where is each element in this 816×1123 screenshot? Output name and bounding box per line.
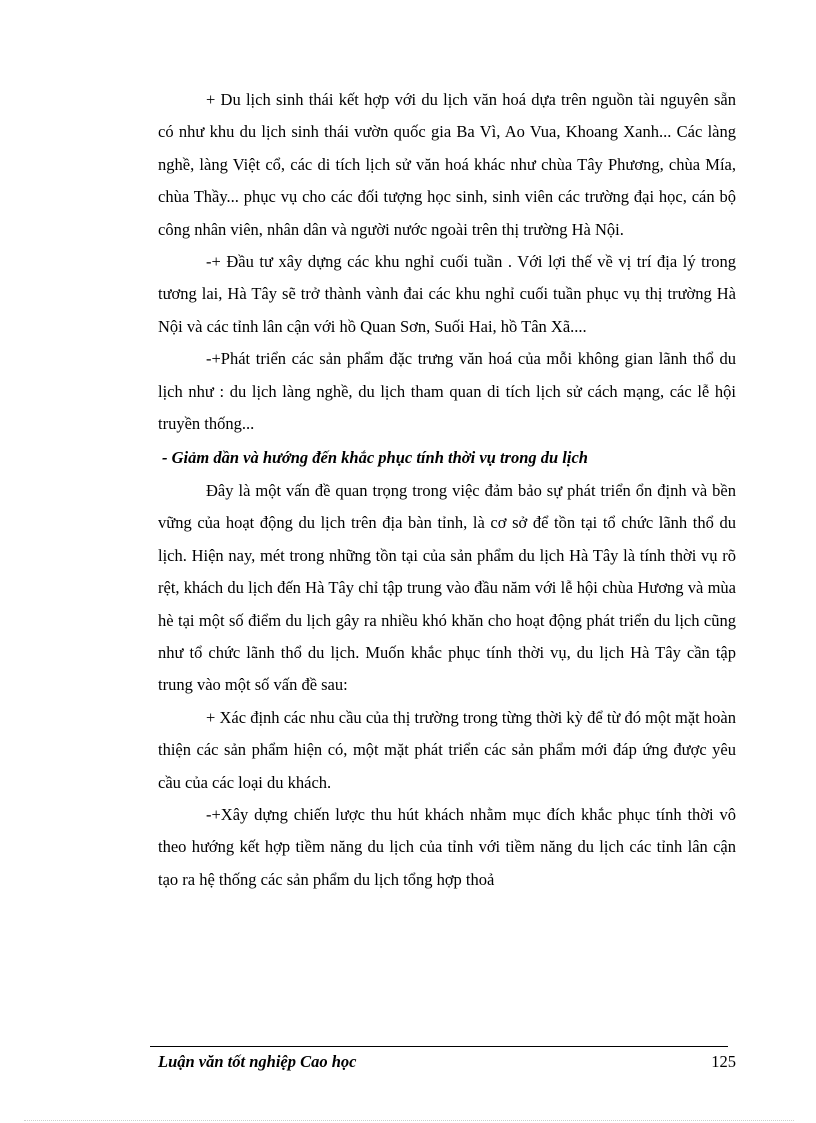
page-number: 125 [711, 1052, 736, 1071]
paragraph-eco-culture-tourism: + Du lịch sinh thái kết hợp với du lịch văn hoá dựa trên nguồn tài nguyên sẵn có như khu du lịch sinh thái vườn quốc gia Ba Vì, Ao Vua, Khoang Xanh... Các làng nghề, làng Việt cổ, các di tích lịch sử văn hoá khác như chùa Tây Phương, chùa Mía, chùa Thầy... phục vụ cho các đối tượng học sinh, sinh viên các trường đại học, cán bộ công nhân viên, nhân dân và người nước ngoài trên thị trường Hà Nội. [158, 90, 736, 239]
paragraph-attraction-strategy: -+Xây dựng chiến lược thu hút khách nhằm mục đích khắc phục tính thời vô theo hướng kết hợp tiềm năng du lịch của tỉnh với tiềm năng du lịch các tỉnh lân cận tạo ra hệ thống các sản phẩm du lịch tổng hợp thoả [158, 804, 736, 889]
paragraph-cultural-products: -+Phát triển các sản phẩm đặc trưng văn hoá của mỗi không gian lãnh thổ du lịch như : du lịch làng nghề, du lịch tham quan di tích lịch sử cách mạng, các lễ hội truyền thống... [158, 349, 736, 434]
section-heading: - Giảm dần và hướng đến khắc phục tính thời vụ trong du lịch [162, 448, 588, 468]
footer-title: Luận văn tốt nghiệp Cao học [158, 1052, 357, 1071]
document-body [158, 84, 736, 896]
paragraph-weekend-resorts: -+ Đầu tư xây dựng các khu nghỉ cuối tuần . Với lợi thế về vị trí địa lý trong tương lai, Hà Tây sẽ trở thành vành đai các khu nghỉ cuối tuần phục vụ thị trường Hà Nội và các tỉnh lân cận với hồ Quan Sơn, Suối Hai, hồ Tân Xã.... [158, 252, 736, 336]
paragraph-seasonality: Đây là một vấn đề quan trọng trong việc đảm bảo sự phát triển ổn định và bền vững của hoạt động du lịch trên địa bàn tỉnh, là cơ sở để tồn tại tổ chức lãnh thổ du lịch. Hiện nay, mét trong những tồn tại của sản phẩm du lịch Hà Tây là tính thời vụ rõ rệt, khách du lịch đến Hà Tây chỉ tập trung vào đầu năm với lễ hội chùa Hương và mùa hè tại một số điểm du lịch gây ra nhiều khó khăn cho hoạt động phát triển du lịch cũng như tổ chức lãnh thổ du lịch. Muốn khắc phục tính thời vụ, du lịch Hà Tây cần tập trung vào một số vấn đề sau: [158, 480, 736, 695]
paragraph-market-needs: + Xác định các nhu cầu của thị trường trong từng thời kỳ để từ đó một mặt hoàn thiện các sản phẩm hiện có, một mặt phát triển các sản phẩm mới đáp ứng được yêu cầu của các loại du khách. [158, 707, 736, 792]
footer-divider [150, 1046, 728, 1047]
page-edge-divider [24, 1120, 794, 1121]
